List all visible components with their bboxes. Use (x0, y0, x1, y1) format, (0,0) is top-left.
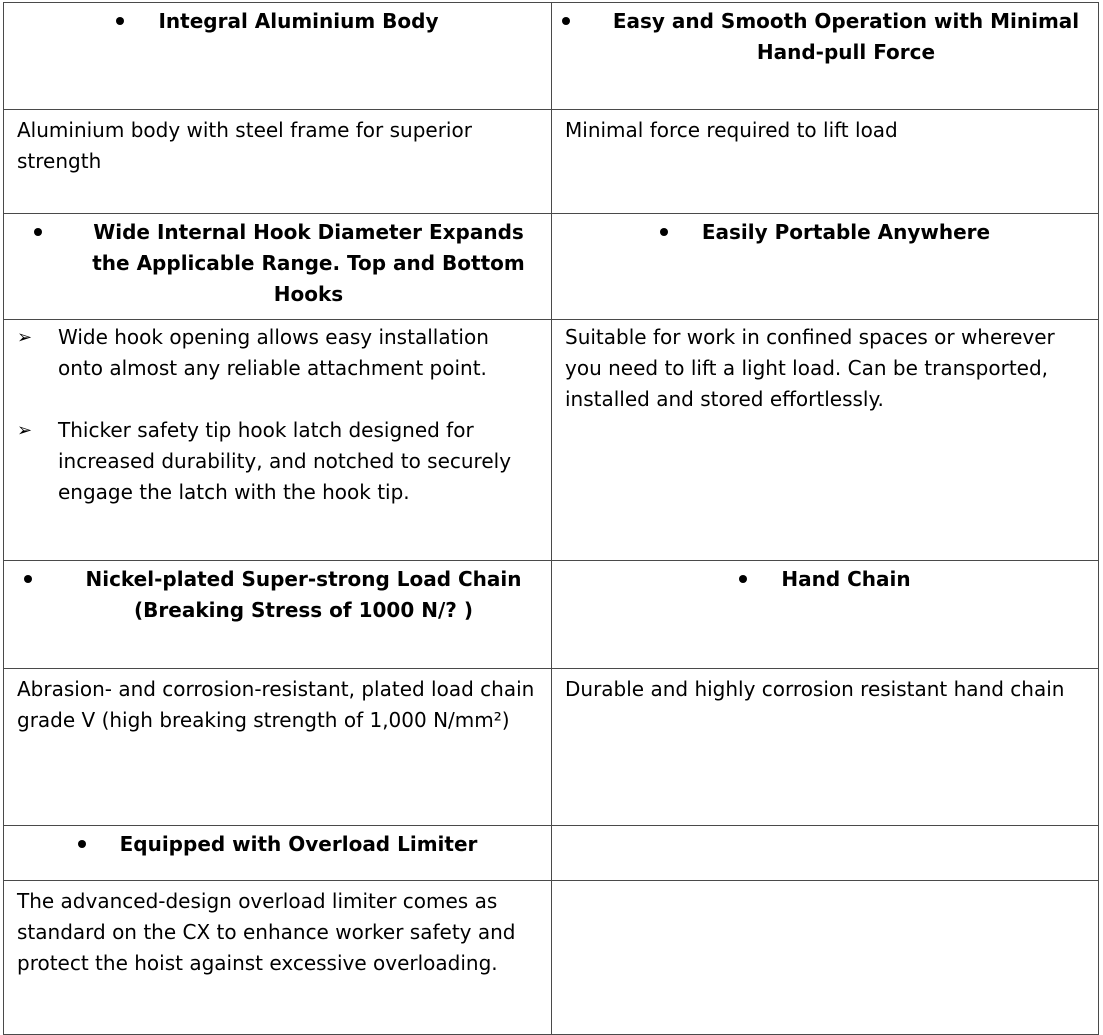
feature-point-text: Wide hook opening allows easy installation onto almost any reliable attachment point. (58, 325, 489, 380)
feature-point-list (4, 320, 551, 508)
feature-description-cell (4, 669, 552, 826)
feature-description: Minimal force required to lift load (565, 118, 898, 142)
heading-row-4 (4, 826, 1099, 881)
feature-heading (4, 826, 551, 860)
heading-row-1 (4, 3, 1099, 110)
feature-heading-cell (4, 3, 552, 110)
feature-heading (552, 3, 1098, 68)
bullet-icon (562, 17, 570, 25)
feature-heading-text: Integral Aluminium Body (158, 9, 439, 33)
feature-heading-text: Nickel-plated Super-strong Load Chain (Breaking Stress of 1000 N/? ) (85, 567, 522, 622)
feature-point-text: Thicker safety tip hook latch designed for increased durability, and notched to securely engage the latch with the hook tip. (58, 418, 512, 504)
feature-heading (4, 214, 551, 310)
feature-description (552, 881, 1098, 886)
feature-heading-text: Easy and Smooth Operation with Minimal Hand-pull Force (612, 9, 1080, 64)
feature-description-cell (4, 320, 552, 561)
heading-row-3 (4, 561, 1099, 669)
feature-heading-cell (552, 214, 1099, 320)
feature-heading (552, 826, 1098, 829)
description-row-1 (4, 110, 1099, 214)
feature-heading-cell (4, 214, 552, 320)
feature-heading-cell (552, 561, 1099, 669)
feature-description-cell (4, 110, 552, 214)
description-row-3 (4, 669, 1099, 826)
bullet-icon (739, 575, 747, 583)
bullet-icon (660, 228, 668, 236)
bullet-icon (34, 228, 42, 236)
feature-point (17, 415, 539, 508)
feature-heading-cell (4, 561, 552, 669)
description-row-4 (4, 881, 1099, 1035)
feature-description: Durable and highly corrosion resistant hand chain (565, 677, 1065, 701)
feature-heading-text: Wide Internal Hook Diameter Expands the Applicable Range. Top and Bottom Hooks (92, 220, 525, 306)
heading-row-2 (4, 214, 1099, 320)
bullet-icon (78, 840, 86, 848)
feature-heading-cell (552, 3, 1099, 110)
feature-heading (552, 214, 1098, 248)
description-row-2 (4, 320, 1099, 561)
empty-cell (552, 826, 1099, 881)
feature-heading-text: Hand Chain (781, 567, 911, 591)
arrow-bullet-icon: ➢ (17, 420, 33, 441)
feature-description-cell (552, 669, 1099, 826)
feature-point (17, 322, 539, 384)
feature-heading-text: Easily Portable Anywhere (701, 220, 991, 244)
arrow-bullet-icon: ➢ (17, 327, 33, 348)
feature-heading (4, 561, 551, 626)
bullet-icon (24, 575, 32, 583)
feature-description-cell (552, 320, 1099, 561)
feature-heading-cell (4, 826, 552, 881)
feature-description: Suitable for work in confined spaces or wherever you need to lift a light load. Can be transported, installed and stored effortlessly. (565, 325, 1055, 411)
feature-heading-text: Equipped with Overload Limiter (119, 832, 478, 856)
feature-heading (552, 561, 1098, 595)
feature-description-cell (552, 110, 1099, 214)
feature-description: Abrasion- and corrosion-resistant, plated load chain grade V (high breaking strength of 1,000 N/mm²) (17, 677, 535, 732)
feature-heading (4, 3, 551, 37)
feature-description: Aluminium body with steel frame for superior strength (17, 118, 472, 173)
bullet-icon (116, 17, 124, 25)
empty-cell (552, 881, 1099, 1035)
features-table (3, 2, 1099, 1035)
feature-description: The advanced-design overload limiter comes as standard on the CX to enhance worker safety and protect the hoist against excessive overloading. (17, 889, 516, 975)
feature-description-cell (4, 881, 552, 1035)
